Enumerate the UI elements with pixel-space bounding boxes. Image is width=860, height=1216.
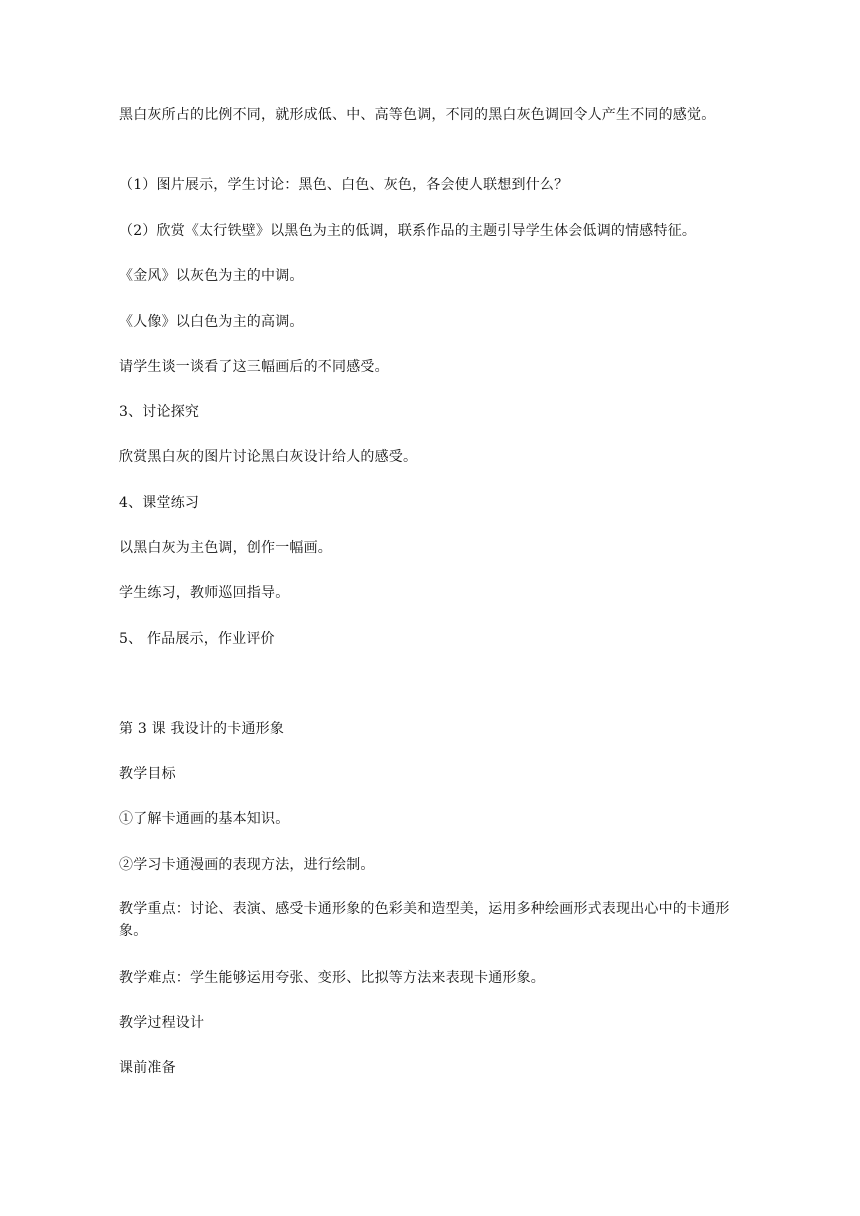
- section-heading-practice: 4、课堂练习: [119, 495, 200, 511]
- heading-process-design: 教学过程设计: [119, 1015, 205, 1031]
- paragraph-jinfeng: 《金风》以灰色为主的中调。: [119, 268, 304, 284]
- paragraph-difficulties: 教学难点：学生能够运用夸张、变形、比拟等方法来表现卡通形象。: [119, 970, 545, 986]
- paragraph-create: 以黑白灰为主色调，创作一幅画。: [119, 540, 332, 556]
- paragraph-student-practice: 学生练习，教师巡回指导。: [119, 585, 290, 601]
- section-heading-showcase: 5、 作品展示，作业评价: [119, 631, 275, 647]
- paragraph-renxiang: 《人像》以白色为主的高调。: [119, 314, 304, 330]
- section-heading-discussion: 3、讨论探究: [119, 404, 200, 420]
- paragraph-discuss-feelings: 请学生谈一谈看了这三幅画后的不同感受。: [119, 359, 389, 375]
- paragraph-step-1: （1）图片展示，学生讨论：黑色、白色、灰色，各会使人联想到什么？: [119, 177, 569, 193]
- paragraph-appreciate: 欣赏黑白灰的图片讨论黑白灰设计给人的感受。: [119, 449, 418, 465]
- goal-item-1: ①了解卡通画的基本知识。: [119, 811, 290, 827]
- paragraph-key-points: 教学重点：讨论、表演、感受卡通形象的色彩美和造型美，运用多种绘画形式表现出心中的卡通形象。: [119, 901, 730, 939]
- paragraph-tone-intro: 黑白灰所占的比例不同，就形成低、中、高等色调，不同的黑白灰色调回令人产生不同的感觉。: [119, 107, 716, 123]
- heading-preparation: 课前准备: [119, 1060, 176, 1076]
- goal-item-2: ②学习卡通漫画的表现方法，进行绘制。: [119, 857, 375, 873]
- heading-teaching-goals: 教学目标: [119, 766, 176, 782]
- paragraph-step-2: （2）欣赏《太行铁壁》以黑色为主的低调，联系作品的主题引导学生体会低调的情感特征。: [119, 223, 697, 239]
- lesson-title: 第 3 课 我设计的卡通形象: [119, 721, 285, 737]
